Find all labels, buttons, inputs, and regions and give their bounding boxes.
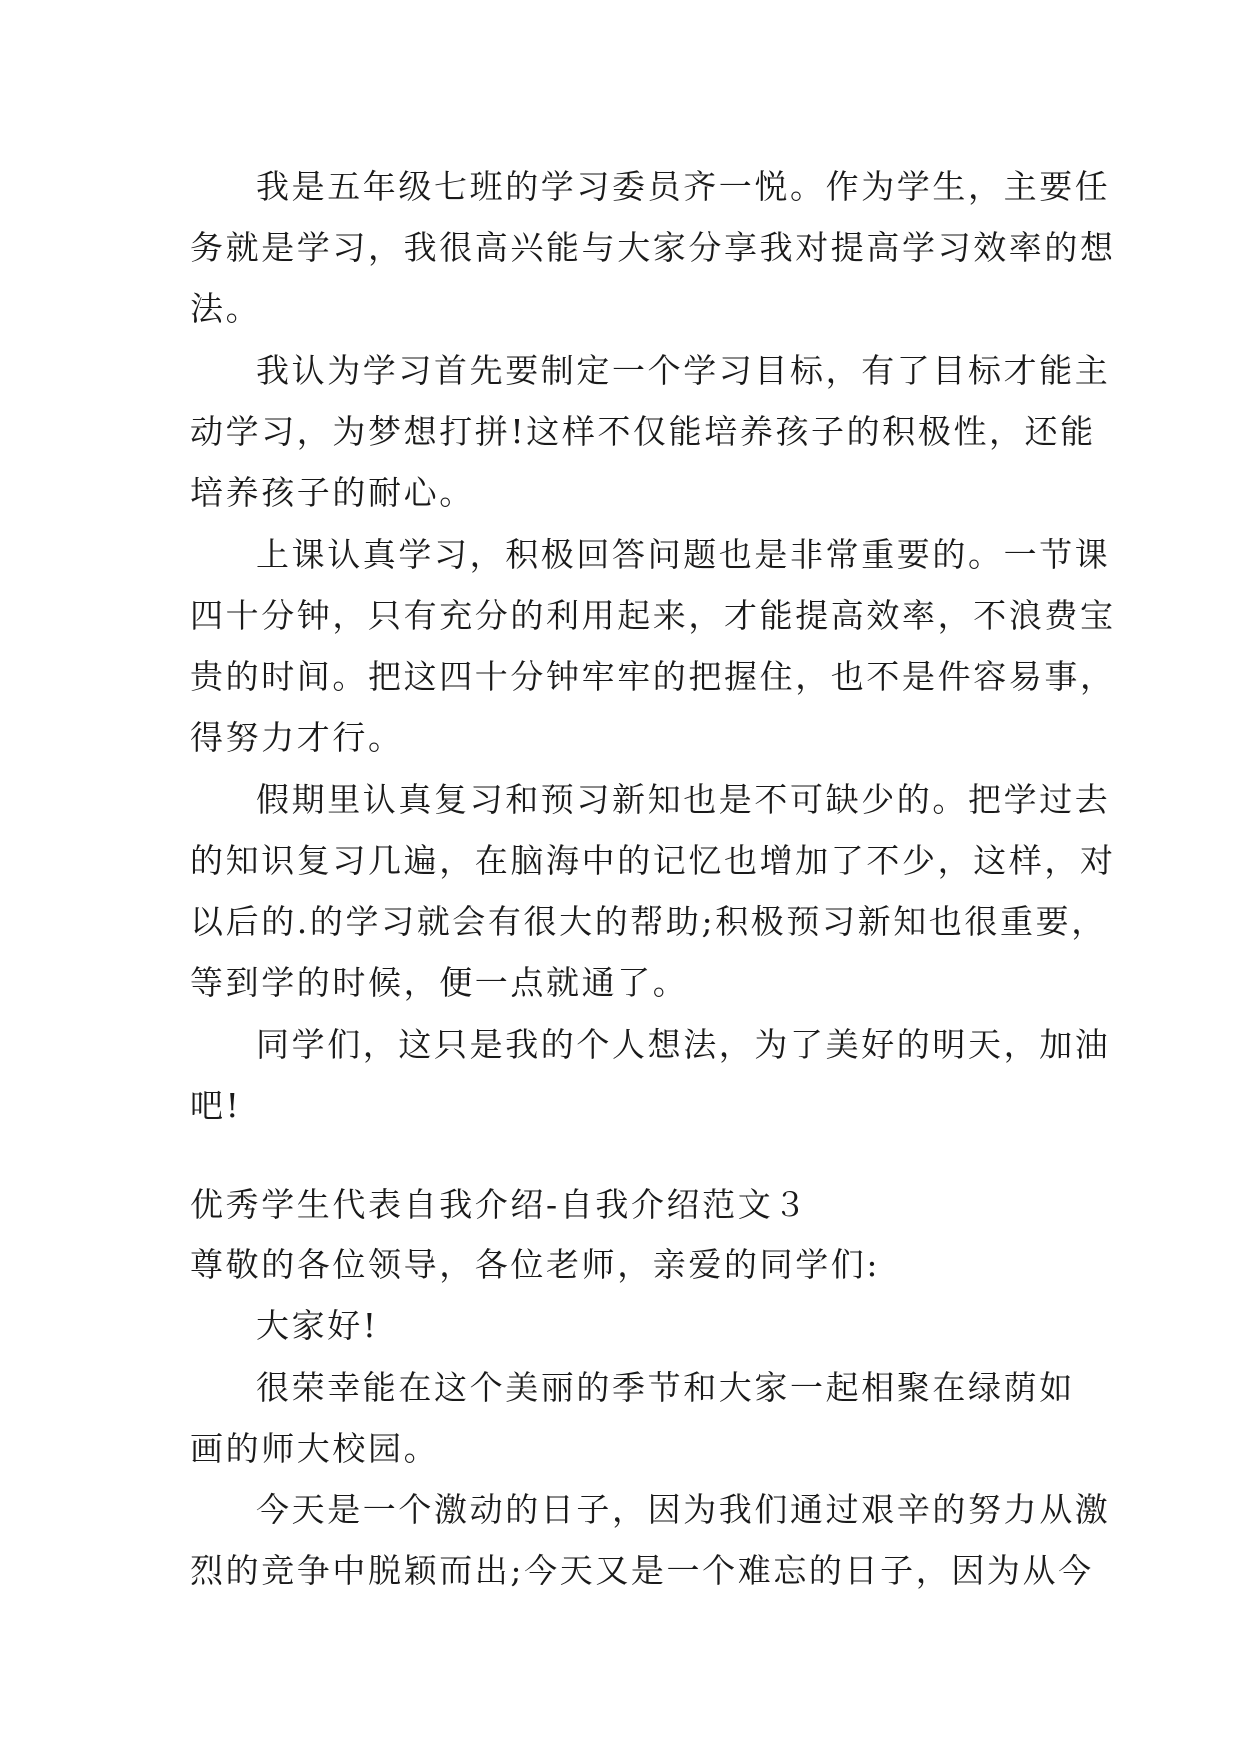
paragraph-1-line-2: 务就是学习，我很高兴能与大家分享我对提高学习效率的想 — [190, 228, 1116, 267]
paragraph-6-line-2: 画的师大校园。 — [190, 1429, 440, 1468]
section-title: 优秀学生代表自我介绍-自我介绍范文３ — [190, 1185, 809, 1224]
paragraph-4-line-2: 的知识复习几遍，在脑海中的记忆也增加了不少，这样，对 — [190, 841, 1116, 880]
paragraph-2-line-3: 培养孩子的耐心。 — [190, 473, 475, 512]
paragraph-5-line-1: 同学们，这只是我的个人想法，为了美好的明天，加油 — [256, 1025, 1111, 1064]
paragraph-2-line-2: 动学习，为梦想打拼!这样不仅能培养孩子的积极性，还能 — [190, 412, 1096, 451]
paragraph-4-line-1: 假期里认真复习和预习新知也是不可缺少的。把学过去 — [256, 780, 1111, 819]
salutation: 尊敬的各位领导，各位老师，亲爱的同学们: — [190, 1245, 881, 1284]
paragraph-7-line-1: 今天是一个激动的日子，因为我们通过艰辛的努力从激 — [256, 1490, 1111, 1529]
paragraph-2-line-1: 我认为学习首先要制定一个学习目标，有了目标才能主 — [256, 351, 1111, 390]
paragraph-7-line-2: 烈的竞争中脱颖而出;今天又是一个难忘的日子，因为从今 — [190, 1551, 1094, 1590]
paragraph-1-line-3: 法。 — [190, 289, 262, 328]
paragraph-4-line-4: 等到学的时候，便一点就通了。 — [190, 963, 689, 1002]
paragraph-3-line-2: 四十分钟，只有充分的利用起来，才能提高效率，不浪费宝 — [190, 596, 1116, 635]
paragraph-3-line-1: 上课认真学习，积极回答问题也是非常重要的。一节课 — [256, 535, 1111, 574]
paragraph-4-line-3: 以后的.的学习就会有很大的帮助;积极预习新知也很重要， — [190, 902, 1107, 941]
paragraph-6-line-1: 很荣幸能在这个美丽的季节和大家一起相聚在绿荫如 — [256, 1368, 1075, 1407]
paragraph-3-line-4: 得努力才行。 — [190, 718, 404, 757]
paragraph-1-line-1: 我是五年级七班的学习委员齐一悦。作为学生，主要任 — [256, 167, 1111, 206]
paragraph-3-line-3: 贵的时间。把这四十分钟牢牢的把握住，也不是件容易事， — [190, 657, 1116, 696]
paragraph-5-line-2: 吧! — [190, 1086, 242, 1125]
greeting: 大家好! — [256, 1306, 379, 1345]
